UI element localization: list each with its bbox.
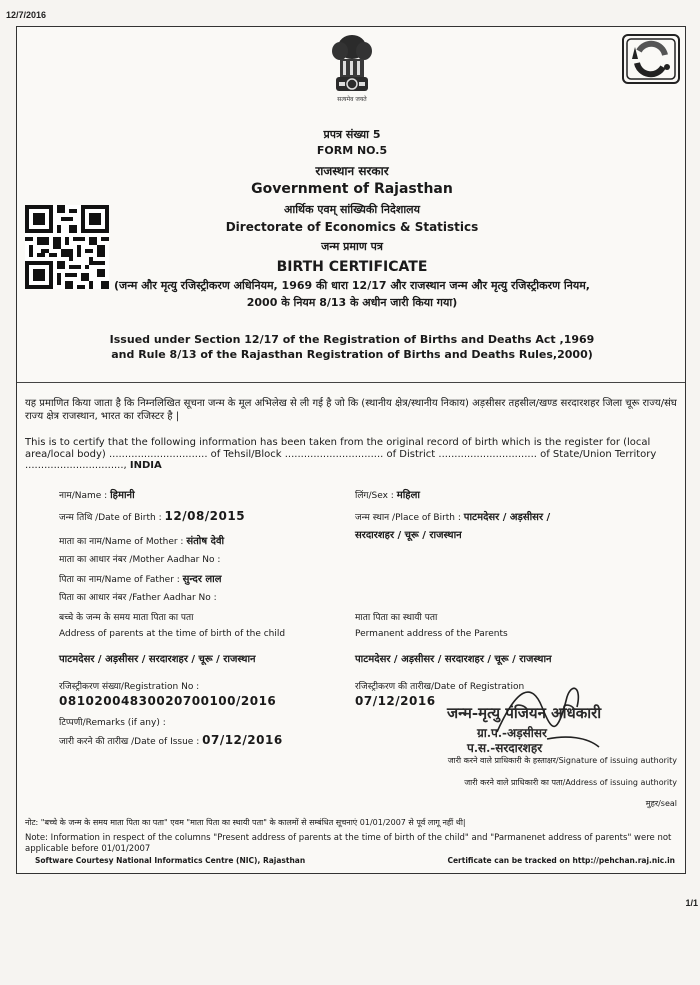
dob-value: 12/08/2015 — [164, 509, 246, 523]
signature-label: जारी करने वाले प्राधिकारी के हस्ताक्षर/Signature of issuing authority — [447, 756, 677, 765]
name-field: नाम/Name : हिमानी — [59, 490, 135, 501]
permanent-address-value: पाटमदेसर / अड़सीसर / सरदारशहर / चूरू / राजस्थान — [355, 654, 552, 665]
sex-field: लिंग/Sex : महिला — [355, 490, 420, 501]
father-name-field: पिता का नाम/Name of Father : सुन्दर लाल — [59, 574, 222, 585]
mother-name-field: माता का नाम/Name of Mother : संतोष देवी — [59, 536, 225, 547]
form-number: FORM NO.5 — [316, 144, 388, 157]
pehchan-logo-icon — [621, 33, 681, 85]
place-of-birth-field: जन्म स्थान /Place of Birth : पाटमदेसर / अड़सीसर / — [355, 512, 551, 523]
certify-text-english: This is to certify that the following information has been taken from the original record of birth which is the register for (local area/local body) ............................... of Tehsil/Block ............................... of District ............................... of State/Union Territory ..............................., INDIA — [25, 437, 657, 471]
birth-certificate — [16, 26, 686, 874]
birth-address-label-hindi: बच्चे के जन्म के समय माता पिता का पता — [59, 613, 194, 623]
registration-no-value: 08102004830020700100/2016 — [59, 694, 277, 708]
permanent-address-label: Permanent address of the Parents — [355, 629, 508, 639]
country: INDIA — [129, 460, 162, 471]
registration-date-value: 07/12/2016 — [355, 694, 436, 708]
registrar-stamp-line1: जन्म-मृत्यु पंजियन अधिकारी — [447, 704, 602, 722]
note-english: Note: Information in respect of the columns "Present address of parents at the time of birth of the child" and "Parmanenet address of parents" were not applicable before 01/01/2007 — [25, 833, 672, 854]
authority-address-label: जारी करने वाले प्राधिकारी का पता/Address of issuing authority — [464, 778, 677, 787]
government-title: Government of Rajasthan — [251, 181, 453, 197]
remarks-field: टिप्पणी/Remarks (if any) : — [59, 718, 166, 728]
qr-code — [25, 205, 109, 289]
tracking-info: Certificate can be tracked on http://pehchan.raj.nic.in — [447, 856, 675, 865]
national-emblem-icon — [322, 27, 382, 105]
permanent-address-label-hindi: माता पिता का स्थायी पता — [355, 613, 438, 623]
father-aadhar-field: पिता का आधार नंबर /Father Aadhar No : — [59, 593, 217, 603]
seal-label: मुहर/seal — [645, 799, 677, 808]
certificate-title-hindi: जन्म प्रमाण पत्र — [321, 240, 383, 253]
registration-date-label: रजिस्ट्रीकरण की तारीख/Date of Registration — [355, 682, 525, 692]
place-of-birth-value: पाटमदेसर / अड़सीसर / — [463, 512, 551, 523]
act-reference-english: Issued under Section 12/17 of the Registration of Births and Deaths Act ,1969 and Rule 8/13 of the Rajasthan Registration of Births and Deaths Rules,2000) — [109, 333, 595, 361]
header-divider — [17, 382, 685, 383]
sex-value: महिला — [396, 490, 420, 501]
certificate-title: BIRTH CERTIFICATE — [276, 259, 428, 275]
registrar-stamp-line3: प.स.-सरदारशहर — [467, 741, 543, 755]
registration-no-label: रजिस्ट्रीकरण संख्या/Registration No : — [59, 682, 200, 692]
emblem-motto: सत्यमेव जयते — [337, 96, 367, 103]
registrar-stamp-line2: ग्रा.प.-अड़सीसर — [477, 726, 547, 740]
issue-date-value: 07/12/2016 — [202, 733, 283, 747]
dob-field: जन्म तिथि /Date of Birth : 12/08/2015 — [59, 509, 246, 523]
handwritten-signature — [487, 677, 607, 757]
birth-address-label: Address of parents at the time of birth of the child — [59, 629, 286, 639]
name-value: हिमानी — [110, 490, 135, 501]
form-number-hindi: प्रपत्र संख्या 5 — [323, 128, 381, 141]
issue-date-field: जारी करने की तारीख /Date of Issue : 07/12/2016 — [59, 733, 283, 747]
birth-address-value: पाटमदेसर / अड़सीसर / सरदारशहर / चूरू / राजस्थान — [59, 654, 256, 665]
mother-name-value: संतोष देवी — [186, 536, 225, 547]
father-name-value: सुन्दर लाल — [182, 574, 222, 585]
print-date: 12/7/2016 — [6, 10, 47, 20]
directorate-title: Directorate of Economics & Statistics — [225, 220, 479, 234]
software-courtesy: Software Courtesy National Informatics Centre (NIC), Rajasthan — [35, 856, 306, 865]
act-reference-hindi: (जन्म और मृत्यु रजिस्ट्रीकरण अधिनियम, 1969 की धारा 12/17 और राजस्थान जन्म और मृत्यु रजिस्ट्रीकरण नियम, 2000 के नियम 8/13 के अधीन जारी किया गया) — [114, 279, 590, 309]
government-hindi: राजस्थान सरकार — [315, 164, 389, 178]
page-number: 1/1 — [685, 898, 698, 908]
certify-text-hindi: यह प्रमाणित किया जाता है कि निम्नलिखित सूचना जन्म के मूल अभिलेख से ली गई है जो कि (स्थानीय क्षेत्र/स्थानीय निकाय) अड़सीसर तहसील/खण्ड सरदारशहर जिला चूरू राज्य/संघ राज्य क्षेत्र राजस्थान, भारत का रजिस्टर है | — [25, 398, 677, 422]
directorate-hindi: आर्थिक एवम् सांख्यिकी निदेशालय — [283, 203, 421, 216]
place-of-birth-cont: सरदारशहर / चूरू / राजस्थान — [355, 530, 462, 541]
mother-aadhar-field: माता का आधार नंबर /Mother Aadhar No : — [59, 555, 221, 565]
note-hindi: नोट: "बच्चे के जन्म के समय माता पिता का पता" एवम "माता पिता का स्थायी पता" के कालमों से सम्बंधित सूचनाएं 01/01/2007 से पूर्व लागू नहीं थी| — [25, 818, 466, 827]
